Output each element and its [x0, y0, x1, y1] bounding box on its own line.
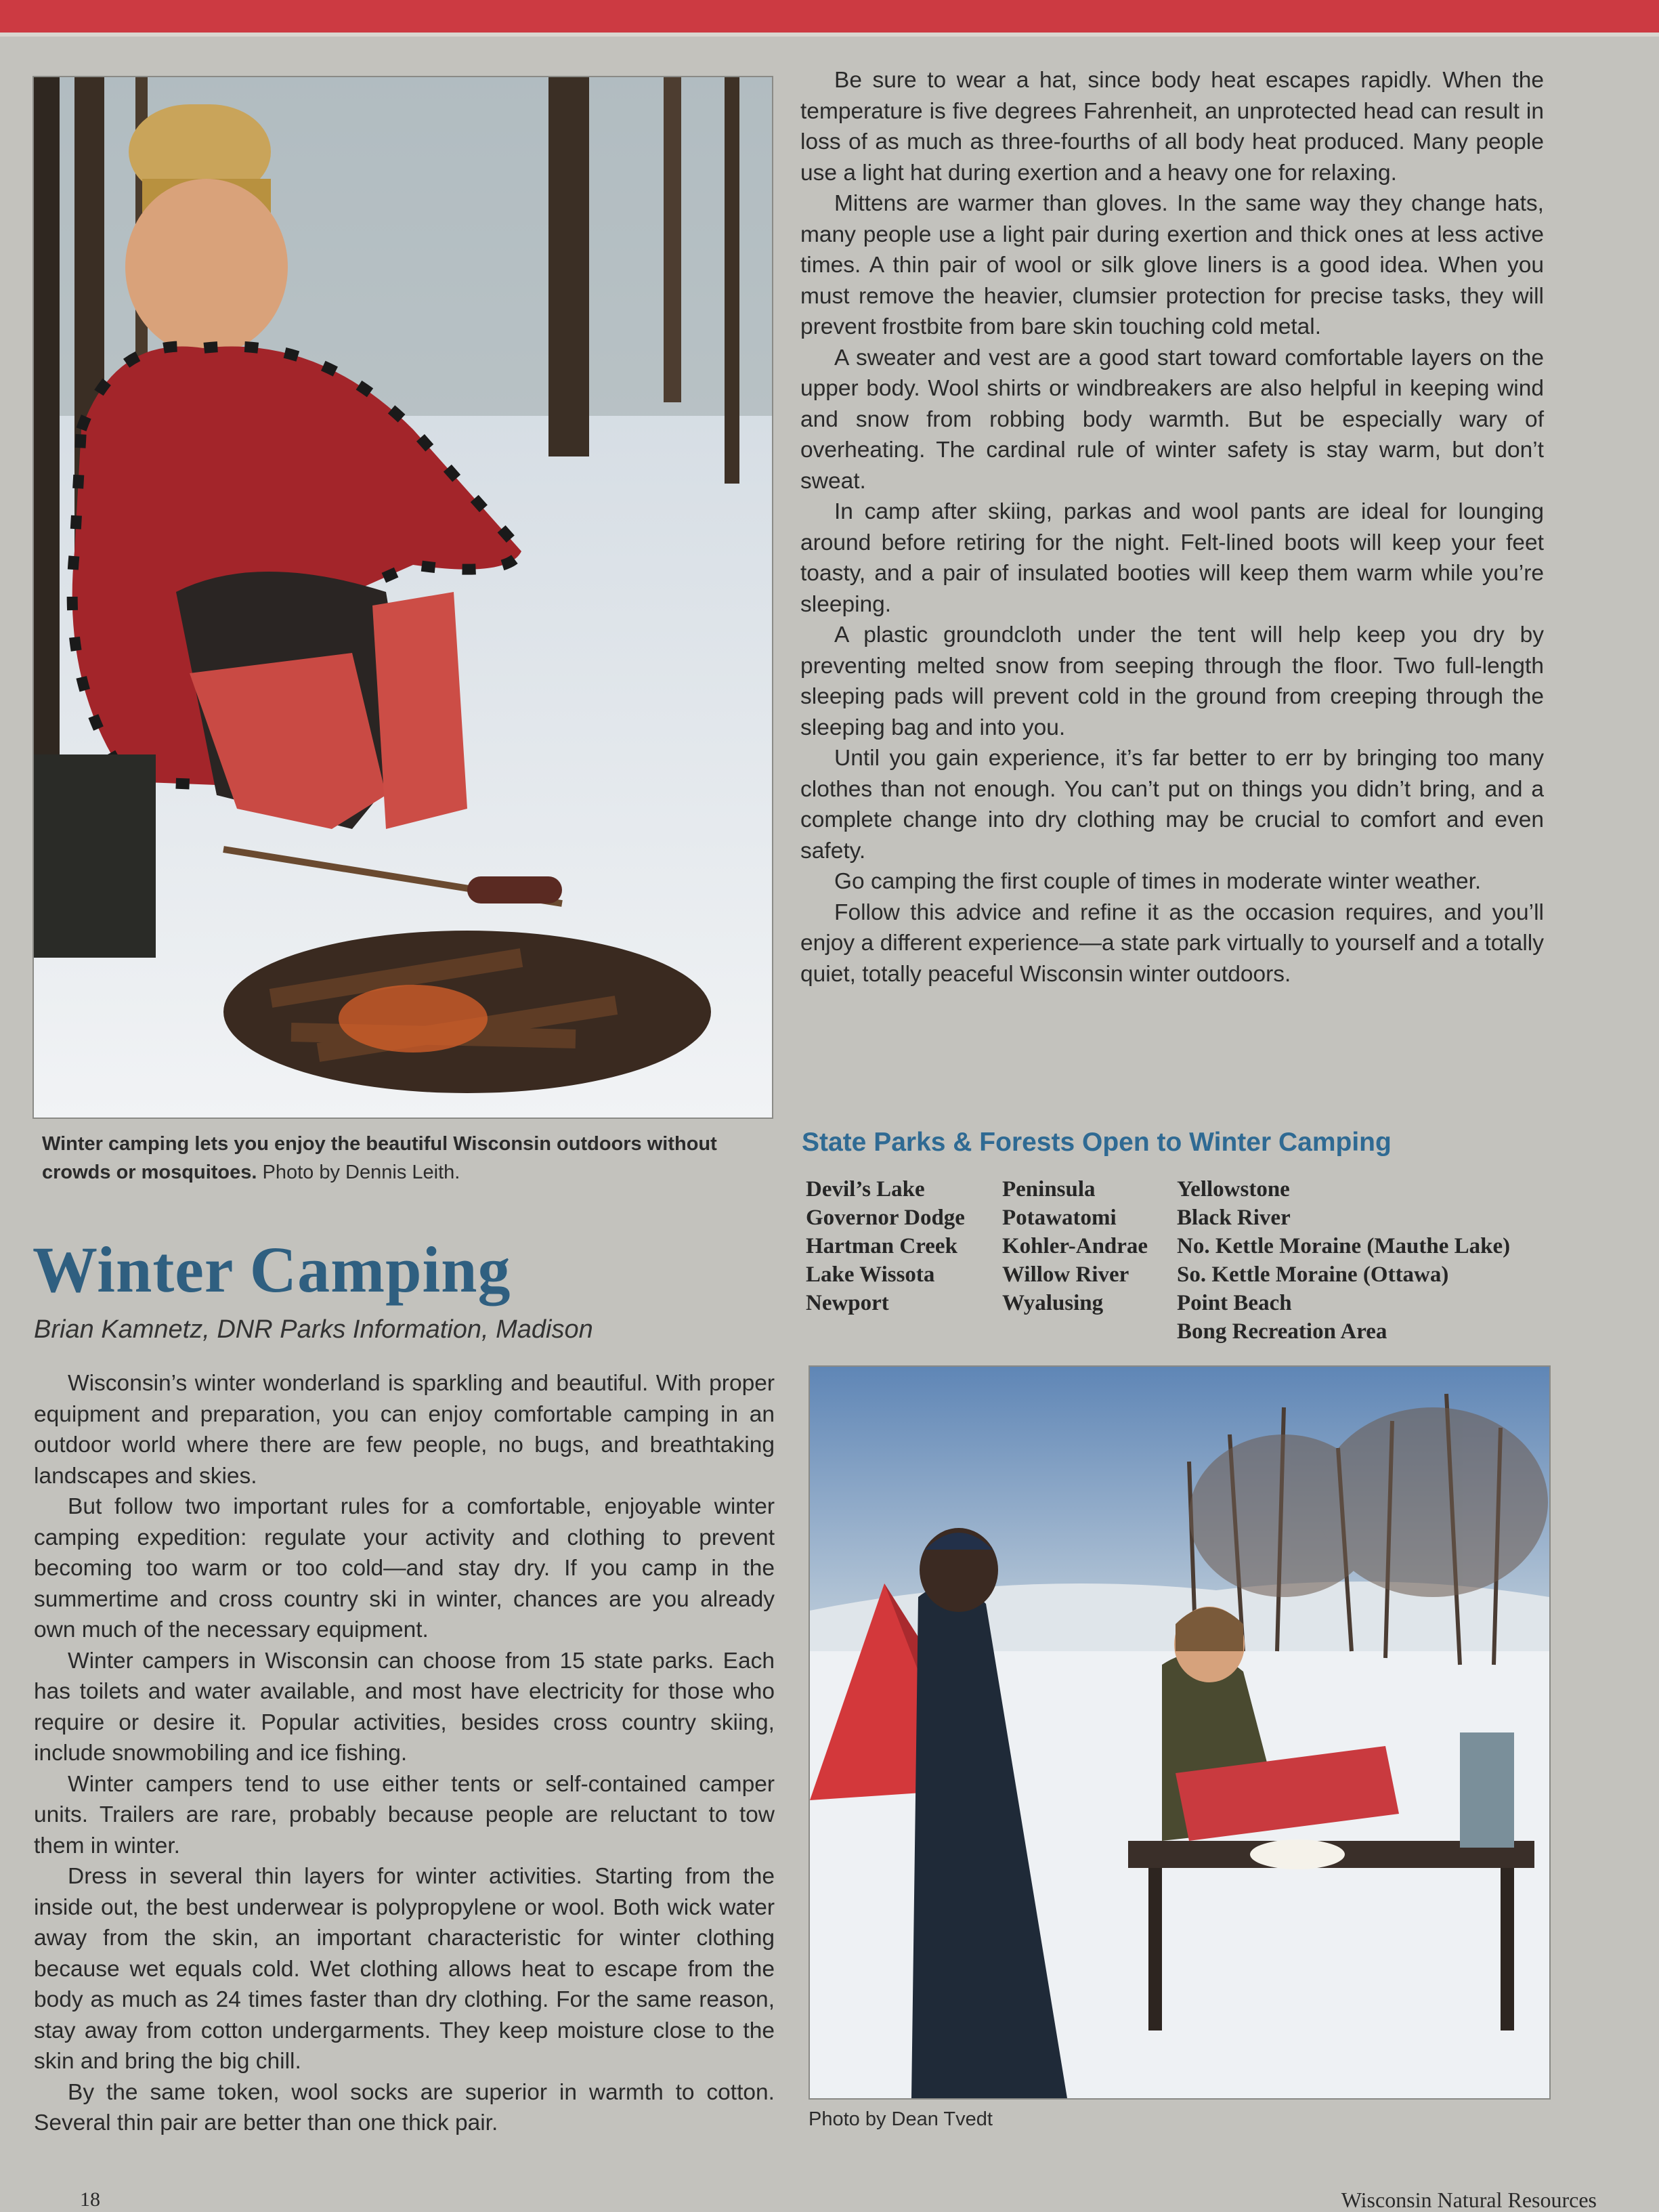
top-color-bar	[0, 0, 1659, 37]
magazine-name: Wisconsin Natural Resources	[1341, 2188, 1597, 2212]
park-item: Bong Recreation Area	[1177, 1319, 1387, 1344]
park-item: Point Beach	[1177, 1291, 1292, 1315]
park-list-column-3	[1177, 1175, 1510, 1346]
body-paragraph: Mittens are warmer than gloves. In the same way they change hats, many people use a light pair during exertion and thick ones at less active times. A thin pair of wool or silk glove liners is a good idea. When you must remove the heavier, clumsier protection for precise tasks, they will prevent frostbite from bare skin touching cold metal.	[800, 191, 1544, 339]
park-item: Potawatomi	[1002, 1206, 1117, 1230]
park-item: Black River	[1177, 1206, 1291, 1230]
article-byline: Brian Kamnetz, DNR Parks Information, Madison	[34, 1315, 593, 1344]
park-item: Lake Wissota	[806, 1262, 935, 1287]
body-paragraph: A plastic groundcloth under the tent will help keep you dry by preventing melted snow from seeping through the floor. Two full-length sleeping pads will prevent cold in the ground from creeping through the sleeping bag and into you.	[800, 622, 1544, 740]
article-title: Winter Camping	[33, 1233, 511, 1306]
photo-winter-camper-cooking-icon	[34, 77, 772, 1118]
page-number: 18	[80, 2188, 100, 2211]
park-item: Devil’s Lake	[806, 1177, 925, 1201]
photo-caption-bottom: Photo by Dean Tvedt	[809, 2108, 993, 2130]
sidebar-title: State Parks & Forests Open to Winter Camping	[802, 1128, 1392, 1157]
body-paragraph: In camp after skiing, parkas and wool pants are ideal for lounging around before retiring for the night. Felt-lined boots will keep your feet toasty, and a pair of insulated booties will keep them warm while you’re sleeping.	[800, 499, 1544, 617]
photo-credit: Photo by Dennis Leith.	[262, 1162, 460, 1183]
park-list-column-1	[806, 1175, 965, 1317]
photo-winter-campsite	[809, 1365, 1551, 2100]
park-item: Peninsula	[1002, 1177, 1096, 1201]
park-item: Governor Dodge	[806, 1206, 965, 1230]
photo-caption-top	[42, 1130, 760, 1187]
park-item: So. Kettle Moraine (Ottawa)	[1177, 1262, 1449, 1287]
body-paragraph: Dress in several thin layers for winter activities. Starting from the inside out, the best underwear is polypropylene or wool. Both wick water away from the skin, an important characteristic for winter clothing because wet equals cold. Wet clothing allows heat to escape from the body as much as 24 times faster than dry clothing. For the same reason, stay away from cotton undergarments. They keep moisture close to the skin and bring the big chill.	[34, 1864, 775, 2074]
park-list-column-2	[1002, 1175, 1148, 1317]
body-paragraph: Wisconsin’s winter wonderland is sparkling and beautiful. With proper equipment and preparation, you can enjoy comfortable camping in an outdoor world where there are few people, no bugs, and breathtaking landscapes and skies.	[34, 1371, 775, 1489]
body-paragraph: But follow two important rules for a comfortable, enjoyable winter camping expedition: regulate your activity and clothing to prevent becoming too warm or too cold—and stay dry. If you camp in the summertime and cross country ski in winter, chances are you already own much of the necessary equipment.	[34, 1494, 775, 1642]
body-paragraph: Be sure to wear a hat, since body heat escapes rapidly. When the temperature is five degrees Fahrenheit, an unprotected head can result in loss of as much as three-fourths of all body heat produced. Many people use a light hat during exertion and a heavy one for relaxing.	[800, 68, 1544, 186]
body-paragraph: Winter campers tend to use either tents or self-contained camper units. Trailers are rare, probably because people are reluctant to tow them in winter.	[34, 1771, 775, 1858]
park-item: Wyalusing	[1002, 1291, 1104, 1315]
park-item: Yellowstone	[1177, 1177, 1290, 1201]
park-item: Hartman Creek	[806, 1234, 957, 1258]
park-item: Willow River	[1002, 1262, 1129, 1287]
body-paragraph: Follow this advice and refine it as the occasion requires, and you’ll enjoy a different experience—a state park virtually to yourself and a totally quiet, totally peaceful Wisconsin winter outdoors.	[800, 899, 1544, 987]
park-item: Newport	[806, 1291, 889, 1315]
body-paragraph: By the same token, wool socks are superior in warmth to cotton. Several thin pair are better than one thick pair.	[34, 2079, 775, 2135]
park-item: No. Kettle Moraine (Mauthe Lake)	[1177, 1234, 1511, 1258]
park-item: Kohler-Andrae	[1002, 1234, 1148, 1258]
caption-bold-text: Winter camping lets you enjoy the beautiful Wisconsin outdoors without crowds or mosquitoes.	[42, 1133, 717, 1183]
article-body-left	[34, 1368, 775, 2139]
body-paragraph: Go camping the first couple of times in moderate winter weather.	[834, 869, 1482, 894]
photo-campers-tent-stove-icon	[810, 1367, 1549, 2098]
body-paragraph: Winter campers in Wisconsin can choose from 15 state parks. Each has toilets and water available, and most have electricity for those who require or desire it. Popular activities, besides cross country skiing, include snowmobiling and ice fishing.	[34, 1648, 775, 1766]
article-body-right	[800, 65, 1544, 990]
body-paragraph: A sweater and vest are a good start toward comfortable layers on the upper body. Wool shirts or windbreakers are also helpful in keeping wind and snow from robbing body warmth. But be especially wary of overheating. The cardinal rule of winter safety is stay warm, but don’t sweat.	[800, 345, 1544, 494]
photo-winter-camper	[33, 76, 773, 1119]
body-paragraph: Until you gain experience, it’s far better to err by bringing too many clothes than not enough. You can’t put on things you didn’t bring, and a complete change into dry clothing may be crucial to comfort and even safety.	[800, 746, 1544, 864]
